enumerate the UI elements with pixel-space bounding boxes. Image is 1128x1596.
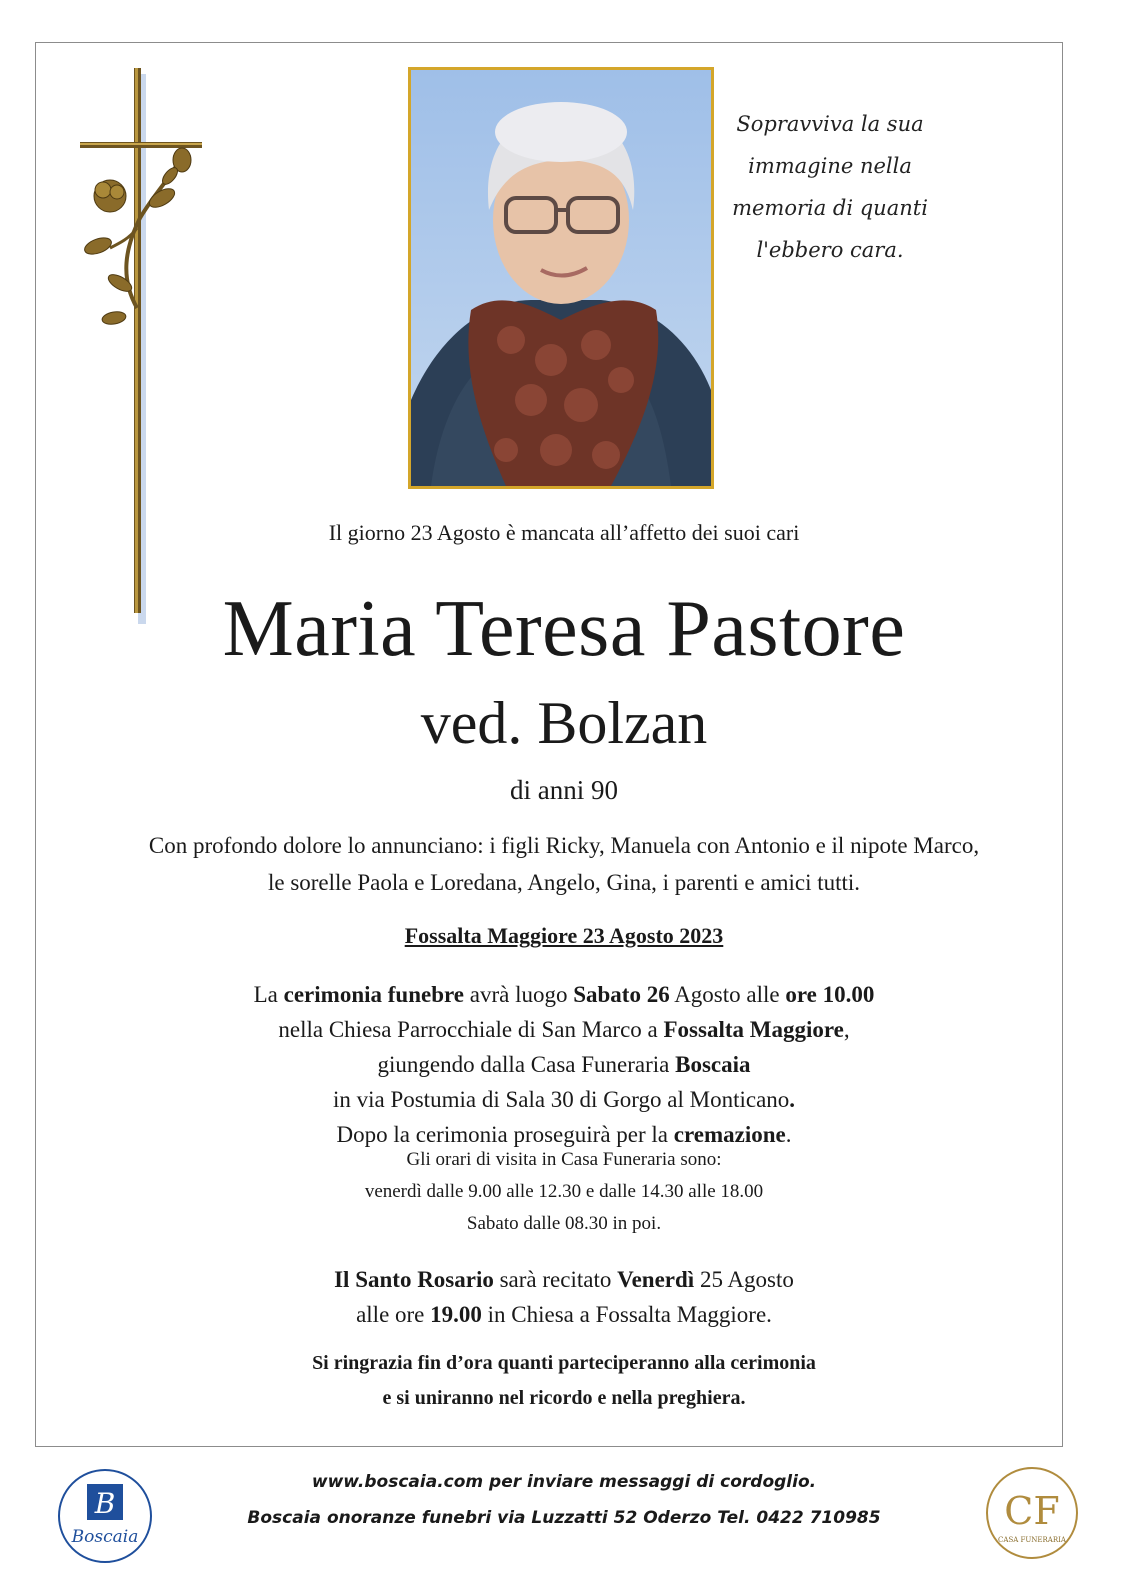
widow-name: ved. Bolzan — [420, 690, 708, 756]
quote-line: immagine nella — [748, 154, 912, 178]
casa-funeraria-mark: CF — [1004, 1489, 1060, 1533]
rosary-line: Il Santo Rosario sarà recitato Venerdì 25 Agosto — [334, 1267, 794, 1292]
memorial-quote — [725, 103, 935, 271]
family-announcement — [40, 827, 1088, 901]
casa-funeraria-logo — [985, 1466, 1079, 1560]
age-text: di anni 90 — [510, 775, 618, 805]
intro-text: Il giorno 23 Agosto è mancata all’affetto dei suoi cari — [328, 520, 800, 545]
footer-website: www.boscaia.com per inviare messaggi di cordoglio. — [311, 1472, 817, 1492]
visits-line: venerdì dalle 9.00 alle 12.30 e dalle 14.30 alle 18.00 — [364, 1181, 764, 1202]
quote-line: l'ebbero cara. — [756, 238, 904, 262]
family-line: le sorelle Paola e Loredana, Angelo, Gina, i parenti e amici tutti. — [267, 870, 861, 895]
ceremony-line: giungendo dalla Casa Funeraria Boscaia — [377, 1052, 751, 1077]
boscaia-logo-letter: B — [94, 1487, 116, 1520]
portrait-photo — [408, 67, 714, 489]
visiting-hours — [40, 1144, 1088, 1240]
ceremony-line: La cerimonia funebre avrà luogo Sabato 26 Agosto alle ore 10.00 — [253, 982, 875, 1007]
deceased-name: Maria Teresa Pastore — [222, 585, 906, 673]
family-line: Con profondo dolore lo annunciano: i figli Ricky, Manuela con Antonio e il nipote Marco, — [148, 833, 980, 858]
visits-line: Gli orari di visita in Casa Funeraria sono: — [406, 1149, 722, 1170]
quote-line: Sopravviva la sua — [736, 112, 924, 136]
ceremony-line: nella Chiesa Parrocchiale di San Marco a Fossalta Maggiore, — [278, 1017, 850, 1042]
ceremony-line: Dopo la cerimonia proseguirà per la cremazione. — [336, 1122, 792, 1147]
boscaia-logo — [57, 1468, 153, 1564]
quote-line: memoria di quanti — [732, 196, 928, 220]
thanks-line: e si uniranno nel ricordo e nella preghiera. — [382, 1387, 746, 1409]
thanks-line: Si ringrazia fin d’ora quanti parteciperanno alla cerimonia — [312, 1352, 816, 1374]
ceremony-details — [40, 977, 1088, 1152]
rosary-details — [40, 1262, 1088, 1332]
rosary-line: alle ore 19.00 in Chiesa a Fossalta Maggiore. — [356, 1302, 772, 1327]
thanks-message — [40, 1346, 1088, 1416]
ceremony-line: in via Postumia di Sala 30 di Gorgo al Monticano. — [332, 1087, 796, 1112]
visits-line: Sabato dalle 08.30 in poi. — [466, 1213, 662, 1234]
casa-funeraria-caption: CASA FUNERARIA — [998, 1536, 1066, 1544]
footer-address: Boscaia onoranze funebri via Luzzatti 52 Oderzo Tel. 0422 710985 — [247, 1508, 881, 1528]
boscaia-logo-name: Boscaia — [71, 1527, 139, 1547]
place-date: Fossalta Maggiore 23 Agosto 2023 — [404, 923, 724, 948]
